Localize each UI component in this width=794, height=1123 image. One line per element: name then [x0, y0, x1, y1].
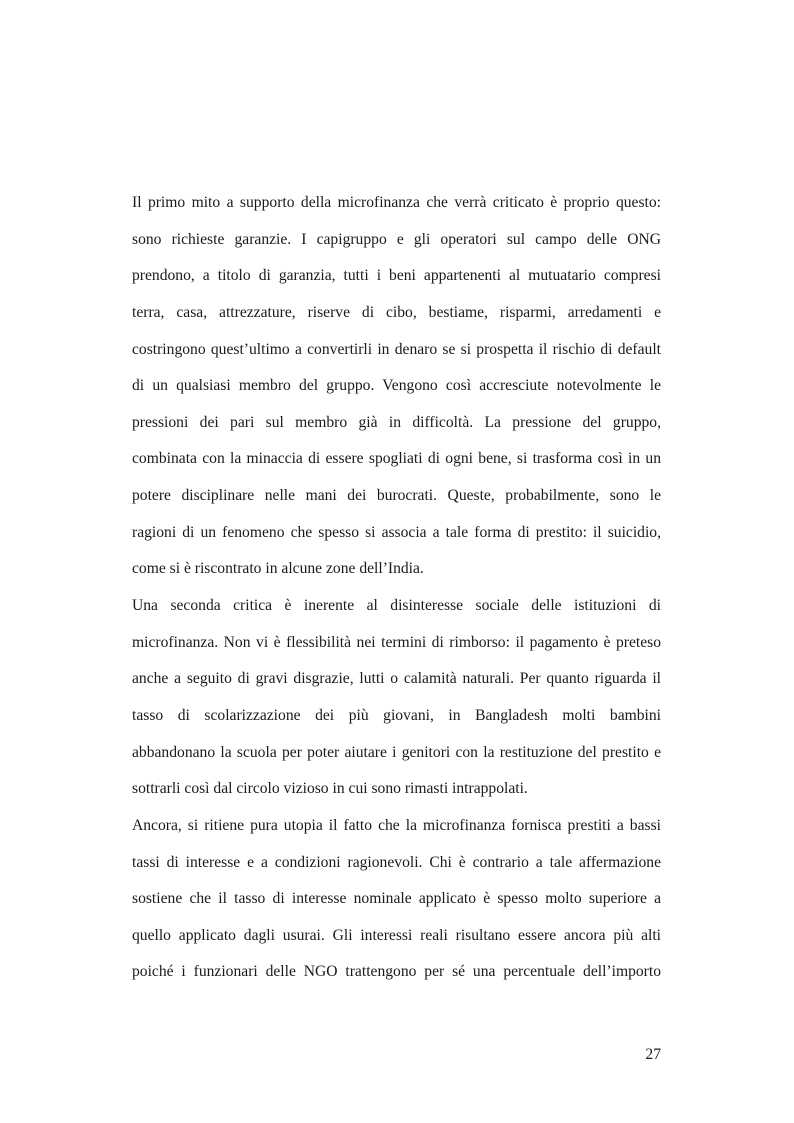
text-line: costringono quest’ultimo a convertirli in denaro se si prospetta il rischio di default — [132, 340, 661, 358]
text-line: microfinanza. Non vi è flessibilità nei termini di rimborso: il pagamento è preteso — [132, 633, 661, 651]
text-line: Ancora, si ritiene pura utopia il fatto che la microfinanza fornisca prestiti a bassi — [132, 816, 661, 834]
text-line: Una seconda critica è inerente al disinteresse sociale delle istituzioni di — [132, 597, 661, 615]
text-line: quello applicato dagli usurai. Gli interessi reali risultano essere ancora più alti — [132, 926, 661, 944]
text-line: sostiene che il tasso di interesse nominale applicato è spesso molto superiore a — [132, 890, 661, 908]
paragraph-2 — [132, 588, 661, 808]
text-line: di un qualsiasi membro del gruppo. Vengono così accresciute notevolmente le — [132, 377, 661, 395]
text-line: potere disciplinare nelle mani dei burocrati. Queste, probabilmente, sono le — [132, 487, 661, 505]
text-line: ragioni di un fenomeno che spesso si associa a tale forma di prestito: il suicidio, — [132, 523, 661, 541]
text-line: pressioni dei pari sul membro già in difficoltà. La pressione del gruppo, — [132, 413, 661, 431]
paragraph-3 — [132, 808, 661, 991]
text-line: come si è riscontrato in alcune zone dell’India. — [132, 560, 424, 578]
text-line: terra, casa, attrezzature, riserve di cibo, bestiame, risparmi, arredamenti e — [132, 303, 661, 321]
text-line: sono richieste garanzie. I capigruppo e gli operatori sul campo delle ONG — [132, 230, 661, 248]
text-line: poiché i funzionari delle NGO trattengono per sé una percentuale dell’importo — [132, 963, 661, 981]
text-line: Il primo mito a supporto della microfinanza che verrà criticato è proprio questo: — [132, 194, 661, 211]
text-line: sottrarli così dal circolo vizioso in cui sono rimasti intrappolati. — [132, 780, 528, 798]
text-line: anche a seguito di gravi disgrazie, lutti o calamità naturali. Per quanto riguarda il — [132, 670, 661, 688]
paragraph-1 — [132, 185, 661, 588]
page-number: 27 — [645, 1046, 661, 1063]
text-line: abbandonano la scuola per poter aiutare i genitori con la restituzione del prestito e — [132, 743, 661, 761]
body-text — [132, 185, 661, 991]
text-line: combinata con la minaccia di essere spogliati di ogni bene, si trasforma così in un — [132, 450, 661, 468]
text-line: prendono, a titolo di garanzia, tutti i beni appartenenti al mutuatario compresi — [132, 267, 661, 285]
text-line: tassi di interesse e a condizioni ragionevoli. Chi è contrario a tale affermazione — [132, 853, 661, 871]
text-line: tasso di scolarizzazione dei più giovani, in Bangladesh molti bambini — [132, 706, 661, 724]
